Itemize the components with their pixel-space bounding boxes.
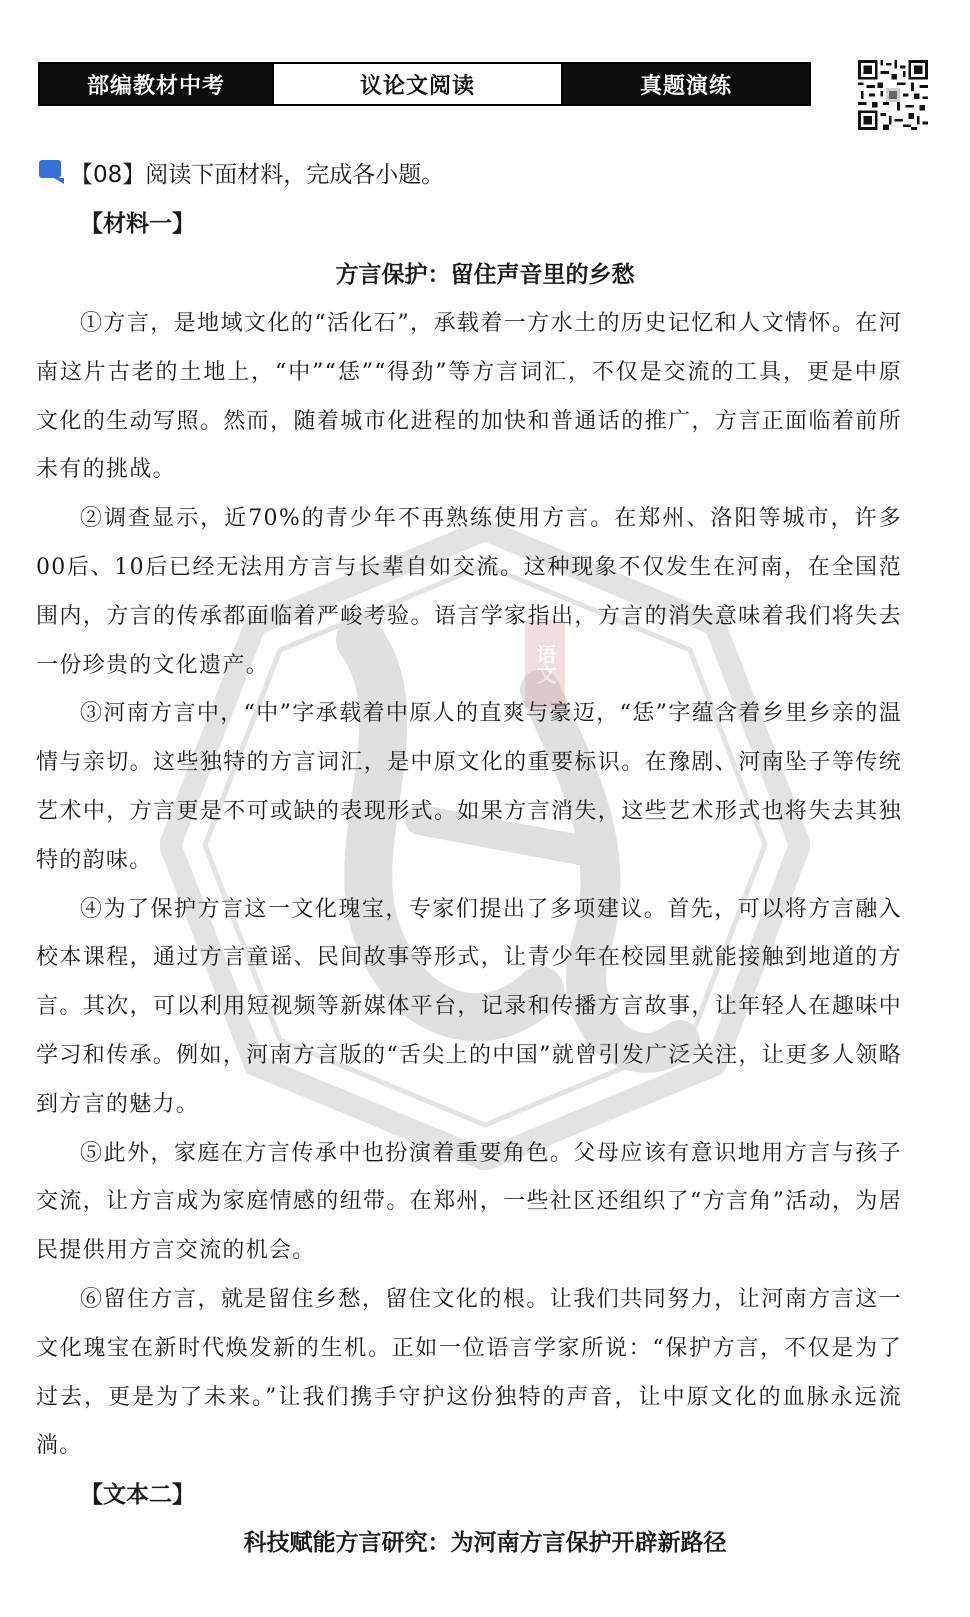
- paragraph-4: ④为了保护方言这一文化瑰宝，专家们提出了多项建议。首先，可以将方言融入校本课程，通过方言童谣、民间故事等形式，让青少年在校园里就能接触到地道的方言。其次，可以利用短视频等新媒体平台，记录和传播方言故事，让年轻人在趣味中学习和传承。例如，河南方言版的“舌尖上的中国”就曾引发广泛关注，让更多人领略到方言的魅力。: [36, 896, 902, 1117]
- paragraph-5: ⑤此外，家庭在方言传承中也扮演着重要角色。父母应该有意识地用方言与孩子交流，让方言成为家庭情感的纽带。在郑州，一些社区还组织了“方言角”活动，为居民提供用方言交流的机会。: [36, 1140, 902, 1264]
- paragraph-6: ⑥留住方言，就是留住乡愁，留住文化的根。让我们共同努力，让河南方言这一文化瑰宝在新时代焕发新的生机。正如一位语言学家所说：“保护方言，不仅是为了过去，更是为了未来。”让我们携手守护这份独特的声音，让中原文化的血脉永远流淌。: [36, 1286, 902, 1459]
- text-two-title: 科技赋能方言研究：为河南方言保护开辟新路径: [243, 1530, 727, 1556]
- header-right-label: 真题演练: [563, 64, 809, 104]
- question-heading: [38, 155, 444, 189]
- material-one-body: [36, 300, 902, 1471]
- header-center-label: 议论文阅读: [272, 64, 563, 104]
- material-one-title: 方言保护：留住声音里的乡愁: [335, 262, 635, 288]
- text-two-label: 【文本二】: [80, 1482, 195, 1508]
- header-bar: [38, 62, 811, 106]
- paragraph-2: ②调查显示，近70%的青少年不再熟练使用方言。在郑州、洛阳等城市，许多00后、10后已经无法用方言与长辈自如交流。这种现象不仅发生在河南，在全国范围内，方言的传承都面临着严峻考验。语言学家指出，方言的消失意味着我们将失去一份珍贵的文化遗产。: [36, 506, 902, 678]
- paragraph-1: ①方言，是地域文化的“活化石”，承载着一方水土的历史记忆和人文情怀。在河南这片古老的土地上，“中”“恁”“得劲”等方言词汇，不仅是交流的工具，更是中原文化的生动写照。然而，随着城市化进程的加快和普通话的推广，方言正面临着前所未有的挑战。: [36, 311, 902, 483]
- watermark-stamp: 语文: [525, 620, 565, 708]
- material-one-label: 【材料一】: [80, 211, 195, 237]
- header-left-label: 部编教材中考: [40, 64, 272, 104]
- qr-code-icon: [858, 60, 928, 130]
- question-title: 【08】阅读下面材料，完成各小题。: [70, 161, 445, 188]
- bookmark-icon: [38, 159, 66, 185]
- paragraph-3: ③河南方言中，“中”字承载着中原人的直爽与豪迈，“恁”字蕴含着乡里乡亲的温情与亲切。这些独特的方言词汇，是中原文化的重要标识。在豫剧、河南坠子等传统艺术中，方言更是不可或缺的表现形式。如果方言消失，这些艺术形式也将失去其独特的韵味。: [36, 701, 902, 873]
